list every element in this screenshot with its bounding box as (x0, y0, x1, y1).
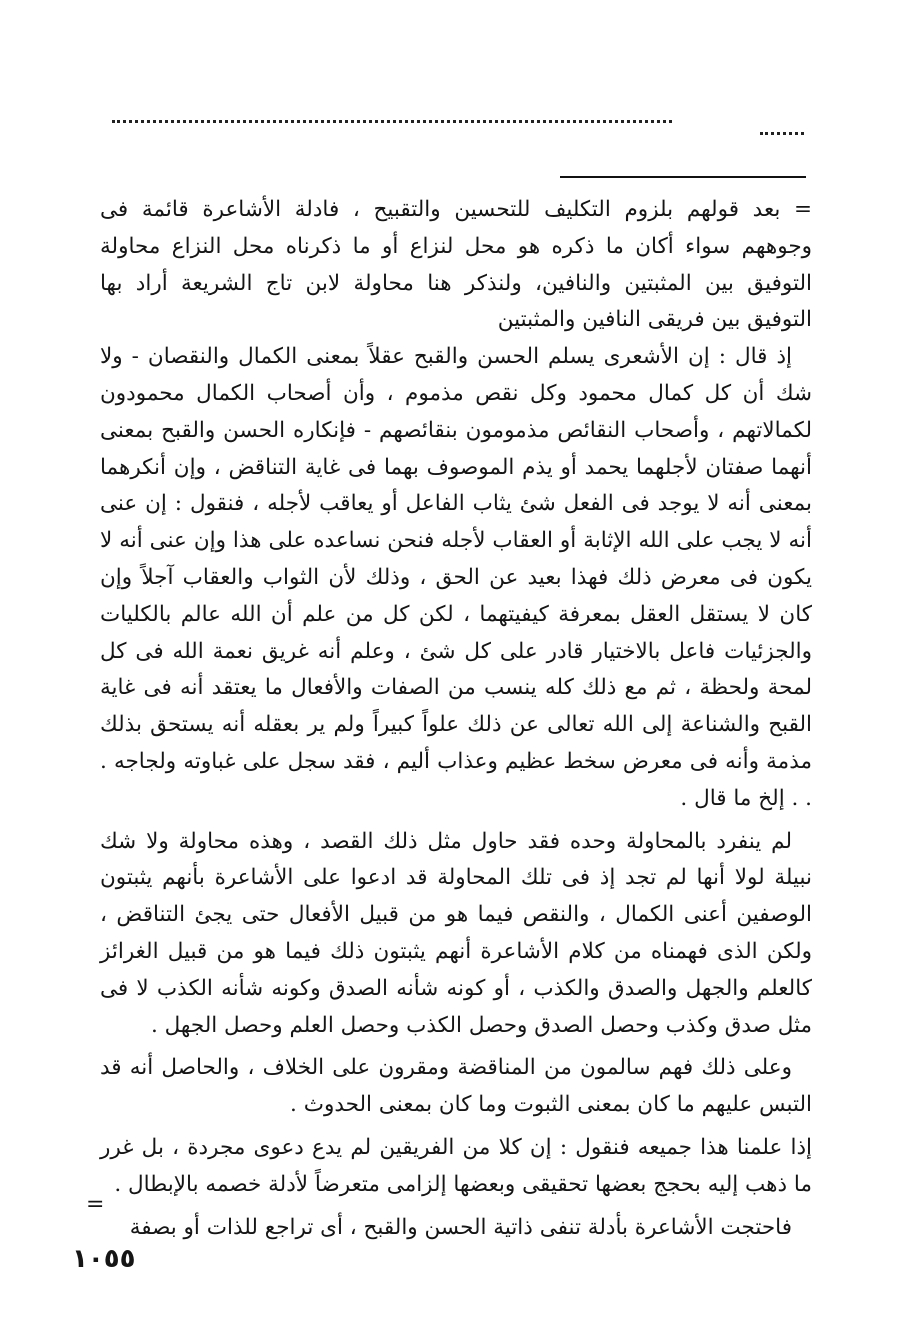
paragraph: وعلى ذلك فهم سالمون من المناقضة ومقرون على الخلاف ، والحاصل أنه قد التبس عليهم ما كان بمعنى الثبوت وما كان بمعنى الحدوث . (100, 1055, 812, 1118)
footnote-rule (560, 176, 806, 178)
paragraph: لم ينفرد بالمحاولة وحده فقد حاول مثل ذلك القصد ، وهذه محاولة ولا شك نبيلة لولا أنها لم تجد إذ فى تلك المحاولة قد ادعوا على الأشاعرة بأنهم يثبتون الوصفين أعنى الكمال ، والنقص فيما هو من قبيل الأفعال حتى يجئ التناقض ، ولكن الذى فهمناه من كلام الأشاعرة أنهم يثبتون ذلك فيما هو من قبيل الغرائز كالعلم والجهل والصدق والكذب ، أو كونه شأنه الصدق وكونه شأنه الكذب لا فى مثل صدق وكذب وحصل الصدق وحصل الكذب وحصل العلم وحصل الجهل . (100, 828, 812, 1038)
dotted-separator (112, 120, 672, 123)
paragraph-quote: إذ قال : إن الأشعرى يسلم الحسن والقبح عقلاً بمعنى الكمال والنقصان - ولا شك أن كل كمال محمود وكل نقص مذموم ، وأن أصحاب الكمال محمودون لكمالاتهم ، وأصحاب النقائص مذمومون بنقائصهم - فإنكاره الحسن والقبح بمعنى أنهما صفتان لأجلهما يحمد أو يذم الموصوف بهما فى غاية التناقض ، وإن أنكرهما بمعنى أنه لا يوجد فى الفعل شئ يثاب الفاعل أو يعاقب لأجله ، فنقول : إن عنى أنه لا يجب على الله الإثابة أو العقاب لأجله فنحن نساعده على هذا وإن عنى أنه لا يكون فى معرض ذلك فهذا بعيد عن الحق ، وذلك لأن الثواب والعقاب آجلاً وإن كان لا يستقل العقل بمعرفة كيفيتهما ، لكن كل من علم أن الله عالم بالكليات والجزئيات فاعل بالاختيار قادر على كل شئ ، وعلم أنه غريق نعمة الله فى كل لمحة ولحظة ، ثم مع ذلك كله ينسب من الصفات والأفعال ما يعتقد أنه فى غاية القبح والشناعة إلى الله تعالى عن ذلك علواً كبيراً ولم ير بعقله أنه يستحق بذلك مذمة وأنه فى معرض سخط عظيم وعذاب أليم ، فقد سجل على غباوته ولجاجه . . . إلخ ما قال . (100, 344, 812, 811)
continuation-mark: = (86, 1192, 105, 1217)
paragraph: إذا علمنا هذا جميعه فنقول : إن كلا من الفريقين لم يدع دعوى مجردة ، بل غرر ما ذهب إليه بحجج بعضها تحقيقى وبعضها إلزامى متعرضاً لأدلة خصمه بالإبطال . (100, 1134, 812, 1197)
page-number: ١٠٥٥ (72, 1244, 136, 1274)
paragraph-continuation: = بعد قولهم بلزوم التكليف للتحسين والتقبيح ، فادلة الأشاعرة قائمة فى وجوههم سواء أكان ما ذكره هو محل لنزاع أو ما ذكرناه محل النزاع محاولة التوفيق بين المثبتين والنافين، ولنذكر هنا محاولة لابن تاج الشريعة أراد بها التوفيق بين فريقى النافين والمثبتين (100, 197, 812, 333)
paragraph-last: فاحتجت الأشاعرة بأدلة تنفى ذاتية الحسن والقبح ، أى تراجع للذات أو بصفة (129, 1214, 792, 1240)
dotted-separator-short (760, 132, 804, 135)
page-body (100, 192, 812, 1246)
